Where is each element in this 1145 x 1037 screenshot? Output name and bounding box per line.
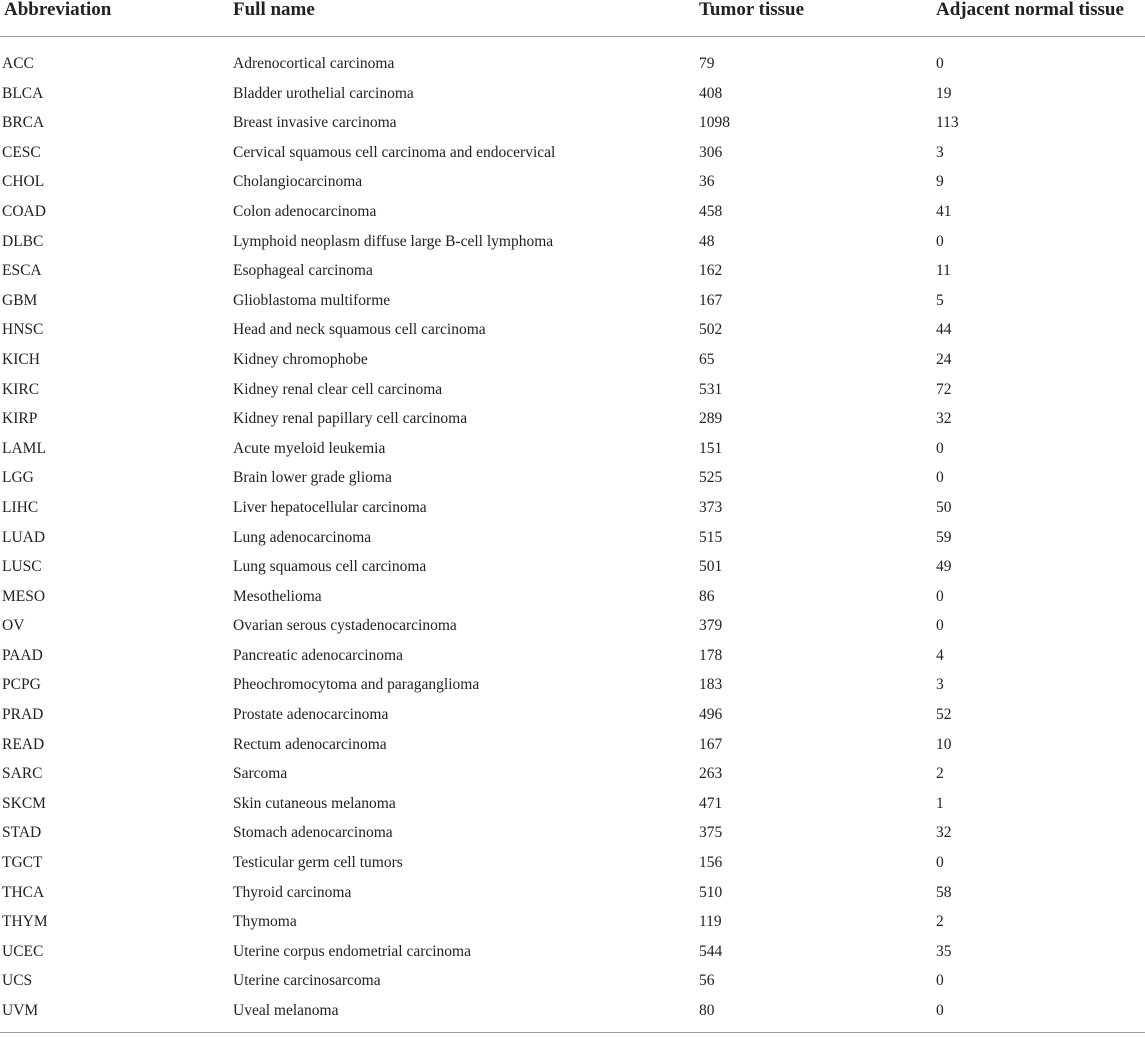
full-name-cell: Skin cutaneous melanoma [233,794,396,812]
abbreviation-cell: TGCT [2,854,43,872]
abbreviation-cell: LGG [2,469,34,487]
abbreviation-cell: KIRC [2,380,40,398]
tumor-tissue-cell: 1098 [699,114,730,132]
tumor-tissue-cell: 263 [699,765,723,783]
abbreviation-cell: CHOL [2,173,45,191]
tumor-tissue-cell: 544 [699,942,723,960]
adjacent-normal-cell: 59 [936,528,952,546]
adjacent-normal-cell: 1 [936,794,944,812]
table-row [0,345,1145,375]
adjacent-normal-cell: 3 [936,143,944,161]
adjacent-normal-cell: 19 [936,84,952,102]
full-name-cell: Brain lower grade glioma [233,469,392,487]
abbreviation-cell: GBM [2,291,38,309]
tumor-tissue-cell: 167 [699,735,723,753]
full-name-cell: Lymphoid neoplasm diffuse large B-cell lymphoma [233,232,554,250]
abbreviation-cell: BRCA [2,114,45,132]
full-name-cell: Mesothelioma [233,587,322,605]
abbreviation-cell: OV [2,617,25,635]
full-name-cell: Kidney renal clear cell carcinoma [233,380,443,398]
adjacent-normal-cell: 2 [936,765,944,783]
abbreviation-cell: LUAD [2,528,46,546]
table-row [0,730,1145,760]
adjacent-normal-cell: 0 [936,854,944,872]
table-row [0,37,1145,79]
adjacent-normal-cell: 4 [936,646,944,664]
full-name-cell: Liver hepatocellular carcinoma [233,498,427,516]
table-row [0,996,1145,1032]
abbreviation-cell: UVM [2,1002,39,1019]
full-name-cell: Acute myeloid leukemia [233,439,386,457]
full-name-cell: Prostate adenocarcinoma [233,706,389,724]
full-name-cell: Uveal melanoma [233,1002,339,1019]
tumor-tissue-cell: 515 [699,528,723,546]
full-name-cell: Esophageal carcinoma [233,262,373,280]
tumor-tissue-cell: 156 [699,854,723,872]
adjacent-normal-cell: 0 [936,232,944,250]
adjacent-normal-cell: 49 [936,558,952,576]
tumor-tissue-cell: 178 [699,646,723,664]
abbreviation-cell: THCA [2,883,45,901]
tumor-tissue-cell: 79 [699,55,715,72]
table-row [0,818,1145,848]
abbreviation-cell: PCPG [2,676,41,694]
full-name-cell: Pheochromocytoma and paraganglioma [233,676,480,694]
tumor-tissue-cell: 525 [699,469,723,487]
tumor-tissue-cell: 496 [699,706,723,724]
table-row [0,789,1145,819]
abbreviation-cell: COAD [2,202,46,220]
abbreviation-cell: DLBC [2,232,44,250]
table-row [0,937,1145,967]
tumor-tissue-cell: 65 [699,350,715,368]
abbreviation-cell: PAAD [2,646,43,664]
tumor-tissue-cell: 289 [699,410,723,428]
abbreviation-cell: LAML [2,439,46,457]
tumor-tissue-cell: 48 [699,232,715,250]
tumor-tissue-cell: 502 [699,321,723,339]
full-name-cell: Kidney renal papillary cell carcinoma [233,410,468,428]
tumor-tissue-cell: 531 [699,380,723,398]
tumor-tissue-cell: 80 [699,1002,715,1019]
abbreviation-cell: ACC [2,55,34,72]
full-name-cell: Kidney chromophobe [233,350,368,368]
tumor-tissue-cell: 86 [699,587,715,605]
adjacent-normal-cell: 44 [936,321,952,339]
table-row [0,227,1145,257]
adjacent-normal-cell: 0 [936,469,944,487]
full-name-cell: Colon adenocarcinoma [233,202,377,220]
tumor-tissue-cell: 183 [699,676,723,694]
table-row [0,375,1145,405]
abbreviation-cell: UCEC [2,942,44,960]
full-name-cell: Adrenocortical carcinoma [233,55,395,72]
full-name-cell: Lung adenocarcinoma [233,528,372,546]
adjacent-normal-cell: 0 [936,617,944,635]
full-name-cell: Uterine corpus endometrial carcinoma [233,942,471,960]
table-row [0,700,1145,730]
adjacent-normal-cell: 0 [936,439,944,457]
table-row [0,523,1145,553]
tumor-tissue-cell: 379 [699,617,723,635]
table-row [0,907,1145,937]
tumor-tissue-cell: 510 [699,883,723,901]
table-row [0,256,1145,286]
abbreviation-cell: KICH [2,350,40,368]
table-row [0,641,1145,671]
table-row [0,108,1145,138]
full-name-cell: Testicular germ cell tumors [233,854,403,872]
table-row [0,878,1145,908]
full-name-cell: Sarcoma [233,765,288,783]
table-row [0,848,1145,878]
table-header [0,0,1145,37]
abbreviation-cell: THYM [2,913,48,931]
table-row [0,582,1145,612]
table-row [0,611,1145,641]
full-name-cell: Cholangiocarcinoma [233,173,363,191]
table-row [0,759,1145,789]
tumor-tissue-cell: 119 [699,913,722,931]
tumor-tissue-cell: 458 [699,202,723,220]
abbreviation-cell: BLCA [2,84,44,102]
adjacent-normal-cell: 11 [936,262,951,280]
abbreviation-cell: SARC [2,765,43,783]
tumor-tissue-cell: 373 [699,498,723,516]
table-row [0,79,1145,109]
abbreviation-cell: SKCM [2,794,46,812]
full-name-cell: Pancreatic adenocarcinoma [233,646,403,664]
adjacent-normal-cell: 5 [936,291,944,309]
adjacent-normal-cell: 72 [936,380,952,398]
adjacent-normal-cell: 9 [936,173,944,191]
abbreviation-cell: KIRP [2,410,38,428]
abbreviation-cell: MESO [2,587,46,605]
table-row [0,197,1145,227]
adjacent-normal-cell: 113 [936,114,959,132]
table-row [0,966,1145,996]
full-name-cell: Thyroid carcinoma [233,883,352,901]
tumor-tissue-cell: 56 [699,972,715,990]
adjacent-normal-cell: 0 [936,972,944,990]
adjacent-normal-cell: 0 [936,1002,944,1019]
tumor-tissue-cell: 162 [699,262,723,280]
abbreviation-cell: STAD [2,824,42,842]
tumor-tissue-cell: 167 [699,291,723,309]
tumor-tissue-cell: 501 [699,558,723,576]
table-row [0,434,1145,464]
header-tumor-tissue: Tumor tissue [699,0,805,20]
table-row [0,404,1145,434]
tumor-tissue-cell: 408 [699,84,723,102]
table-row [0,315,1145,345]
abbreviation-cell: ESCA [2,262,42,280]
adjacent-normal-cell: 41 [936,202,952,220]
tumor-tissue-cell: 471 [699,794,723,812]
tumor-tissue-cell: 151 [699,439,723,457]
table-row [0,138,1145,168]
abbreviation-cell: PRAD [2,706,44,724]
adjacent-normal-cell: 2 [936,913,944,931]
adjacent-normal-cell: 0 [936,55,944,72]
full-name-cell: Head and neck squamous cell carcinoma [233,321,486,339]
adjacent-normal-cell: 52 [936,706,952,724]
tumor-tissue-cell: 36 [699,173,715,191]
full-name-cell: Bladder urothelial carcinoma [233,84,414,102]
abbreviation-cell: LUSC [2,558,42,576]
full-name-cell: Rectum adenocarcinoma [233,735,387,753]
header-row [0,0,1145,37]
full-name-cell: Breast invasive carcinoma [233,114,397,132]
table-body [0,37,1145,1033]
table-row [0,493,1145,523]
abbreviation-cell: CESC [2,143,41,161]
table-row [0,286,1145,316]
table-row [0,670,1145,700]
header-adjacent-normal-tissue: Adjacent normal tissue [936,0,1124,20]
adjacent-normal-cell: 3 [936,676,944,694]
full-name-cell: Cervical squamous cell carcinoma and endocervical [233,143,556,161]
header-abbreviation: Abbreviation [4,0,112,20]
adjacent-normal-cell: 50 [936,498,952,516]
table-row [0,463,1145,493]
adjacent-normal-cell: 58 [936,883,952,901]
full-name-cell: Ovarian serous cystadenocarcinoma [233,617,457,635]
adjacent-normal-cell: 32 [936,824,952,842]
abbreviation-cell: LIHC [2,498,39,516]
table-row [0,167,1145,197]
tumor-tissue-cell: 306 [699,143,723,161]
adjacent-normal-cell: 10 [936,735,952,753]
adjacent-normal-cell: 24 [936,350,952,368]
header-full-name: Full name [233,0,315,20]
abbreviation-cell: HNSC [2,321,44,339]
full-name-cell: Stomach adenocarcinoma [233,824,393,842]
tumor-tissue-cell: 375 [699,824,723,842]
full-name-cell: Thymoma [233,913,297,931]
abbreviation-cell: UCS [2,972,33,990]
full-name-cell: Lung squamous cell carcinoma [233,558,427,576]
table-row [0,552,1145,582]
adjacent-normal-cell: 0 [936,587,944,605]
adjacent-normal-cell: 32 [936,410,952,428]
full-name-cell: Glioblastoma multiforme [233,291,391,309]
full-name-cell: Uterine carcinosarcoma [233,972,381,990]
adjacent-normal-cell: 35 [936,942,952,960]
abbreviation-cell: READ [2,735,45,753]
